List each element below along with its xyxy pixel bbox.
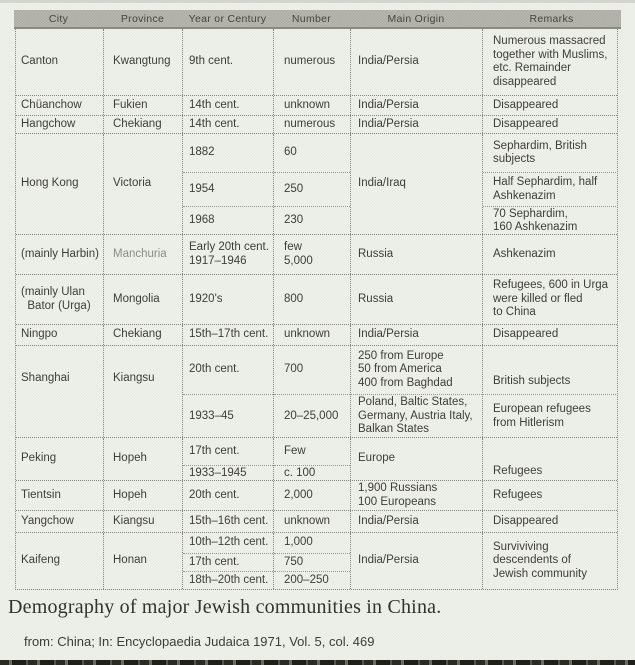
- table-body: [15, 29, 618, 590]
- cell-city: Hong Kong: [21, 177, 79, 190]
- cell-number: unknown: [273, 96, 350, 115]
- cell-number: 800: [273, 275, 350, 324]
- cell-number: 700 20–25,000: [273, 346, 350, 437]
- table-row: [16, 115, 617, 133]
- cell-main-origin: Europe: [350, 438, 482, 480]
- source-citation: from: China; In: Encyclopaedia Judaica 1971, Vol. 5, col. 469: [24, 634, 375, 649]
- cell-year-or-century: 10th–12th cent. 17th cent. 18th–20th cent.: [182, 533, 273, 589]
- cell-year-or-century: 14th cent.: [182, 96, 273, 115]
- cell-number: unknown: [273, 511, 350, 532]
- cell-number: few 5,000: [273, 235, 350, 274]
- cell-province: Honan: [103, 533, 182, 589]
- cell-remarks: Surviviving descendents of Jewish community: [482, 533, 616, 589]
- cell-year-or-century: 9th cent.: [182, 29, 273, 95]
- cell-city: Peking: [21, 452, 57, 465]
- column-header-number: Number: [291, 12, 332, 25]
- cell-remarks: Disappeared: [482, 116, 616, 133]
- column-header-main-origin: Main Origin: [387, 12, 445, 25]
- table-row: [16, 95, 617, 115]
- cell-year-or-century: 20th cent. 1933–45: [182, 346, 273, 437]
- table-row: [16, 510, 617, 532]
- scan-artifact-strip: [0, 660, 635, 665]
- demography-table: [14, 10, 621, 590]
- cell-province: Kwangtung: [103, 29, 182, 95]
- column-header-city: City: [48, 12, 69, 25]
- cell-main-origin: India/Persia: [350, 116, 482, 133]
- cell-year-or-century: 14th cent.: [182, 116, 273, 133]
- cell-main-origin: India/Persia: [350, 511, 482, 532]
- cell-number: 60 250 230: [273, 134, 350, 234]
- table-row: [16, 345, 617, 437]
- cell-number: Few c. 100: [273, 438, 350, 480]
- table-row: [16, 274, 617, 324]
- cell-province: Fukien: [103, 96, 182, 115]
- cell-remarks: Sephardim, British subjects Half Sephardim, half Ashkenazim 70 Sephardim, 160 Ashkenazim: [482, 134, 616, 234]
- cell-number: 1,000 750 200–250: [273, 533, 350, 589]
- cell-province: Hopeh: [103, 481, 182, 510]
- cell-remarks: Refugees: [482, 481, 616, 510]
- cell-city: Ningpo: [21, 328, 58, 341]
- cell-city: Hangchow: [21, 117, 76, 130]
- cell-remarks: Numerous massacred together with Muslims, etc. Remainder disappeared: [482, 29, 616, 95]
- cell-main-origin: India/Persia: [350, 96, 482, 115]
- table-row: [16, 29, 617, 95]
- cell-number: numerous: [273, 29, 350, 95]
- cell-year-or-century: Early 20th cent. 1917–1946: [182, 235, 273, 274]
- cell-province: Kiangsu: [103, 511, 182, 532]
- column-header-year-or-century: Year or Century: [188, 12, 267, 25]
- cell-city: Chüanchow: [21, 98, 82, 111]
- table-row: [16, 324, 617, 345]
- cell-main-origin: India/Iraq: [350, 134, 482, 234]
- cell-province: Manchuria: [103, 235, 182, 274]
- cell-city: Shanghai: [21, 371, 70, 384]
- cell-year-or-century: 17th cent. 1933–1945: [182, 438, 273, 480]
- cell-main-origin: 1,900 Russians 100 Europeans: [350, 481, 482, 510]
- cell-city: Canton: [21, 55, 59, 68]
- cell-remarks: Disappeared: [482, 511, 616, 532]
- cell-main-origin: India/Persia: [350, 325, 482, 345]
- scan-smudge-top: [0, 0, 635, 3]
- cell-province: Mongolia: [103, 275, 182, 324]
- cell-main-origin: India/Persia: [350, 533, 482, 589]
- cell-number: numerous: [273, 116, 350, 133]
- cell-year-or-century: 15th–17th cent.: [182, 325, 273, 345]
- cell-city: Yangchow: [21, 514, 74, 527]
- cell-province: Chekiang: [103, 116, 182, 133]
- cell-city: (mainly Harbin): [21, 247, 99, 260]
- table-caption: Demography of major Jewish communities in China.: [8, 596, 442, 618]
- cell-province: Victoria: [103, 134, 182, 234]
- cell-city: (mainly Ulan Bator (Urga): [21, 286, 91, 312]
- table-row: [16, 480, 617, 510]
- cell-province: Kiangsu: [103, 346, 182, 437]
- cell-remarks: Refugees, 600 in Urga were killed or fled to China: [482, 275, 616, 324]
- cell-city: Kaifeng: [21, 554, 61, 567]
- cell-year-or-century: 1882 1954 1968: [182, 134, 273, 234]
- table-row: [16, 133, 617, 234]
- cell-remarks: Refugees: [482, 438, 616, 480]
- cell-main-origin: 250 from Europe 50 from America 400 from Baghdad Poland, Baltic States, Germany, Austria Italy, Balkan States: [350, 346, 482, 437]
- cell-province: Chekiang: [103, 325, 182, 345]
- cell-main-origin: Russia: [350, 235, 482, 274]
- table-row: [16, 234, 617, 274]
- cell-number: unknown: [273, 325, 350, 345]
- cell-year-or-century: 20th cent.: [182, 481, 273, 510]
- table-header: [14, 10, 621, 29]
- cell-remarks: British subjects European refugees from Hitlerism: [482, 346, 616, 437]
- cell-city: Tientsin: [21, 488, 61, 501]
- cell-province: Hopeh: [103, 438, 182, 480]
- cell-main-origin: India/Persia: [350, 29, 482, 95]
- table-row: [16, 437, 617, 480]
- column-header-remarks: Remarks: [529, 12, 574, 25]
- table-row: [16, 532, 617, 589]
- cell-main-origin: Russia: [350, 275, 482, 324]
- cell-number: 2,000: [273, 481, 350, 510]
- cell-remarks: Disappeared: [482, 96, 616, 115]
- cell-remarks: Ashkenazim: [482, 235, 616, 274]
- column-header-province: Province: [120, 12, 165, 25]
- cell-remarks: Disappeared: [482, 325, 616, 345]
- cell-year-or-century: 1920's: [182, 275, 273, 324]
- cell-year-or-century: 15th–16th cent.: [182, 511, 273, 532]
